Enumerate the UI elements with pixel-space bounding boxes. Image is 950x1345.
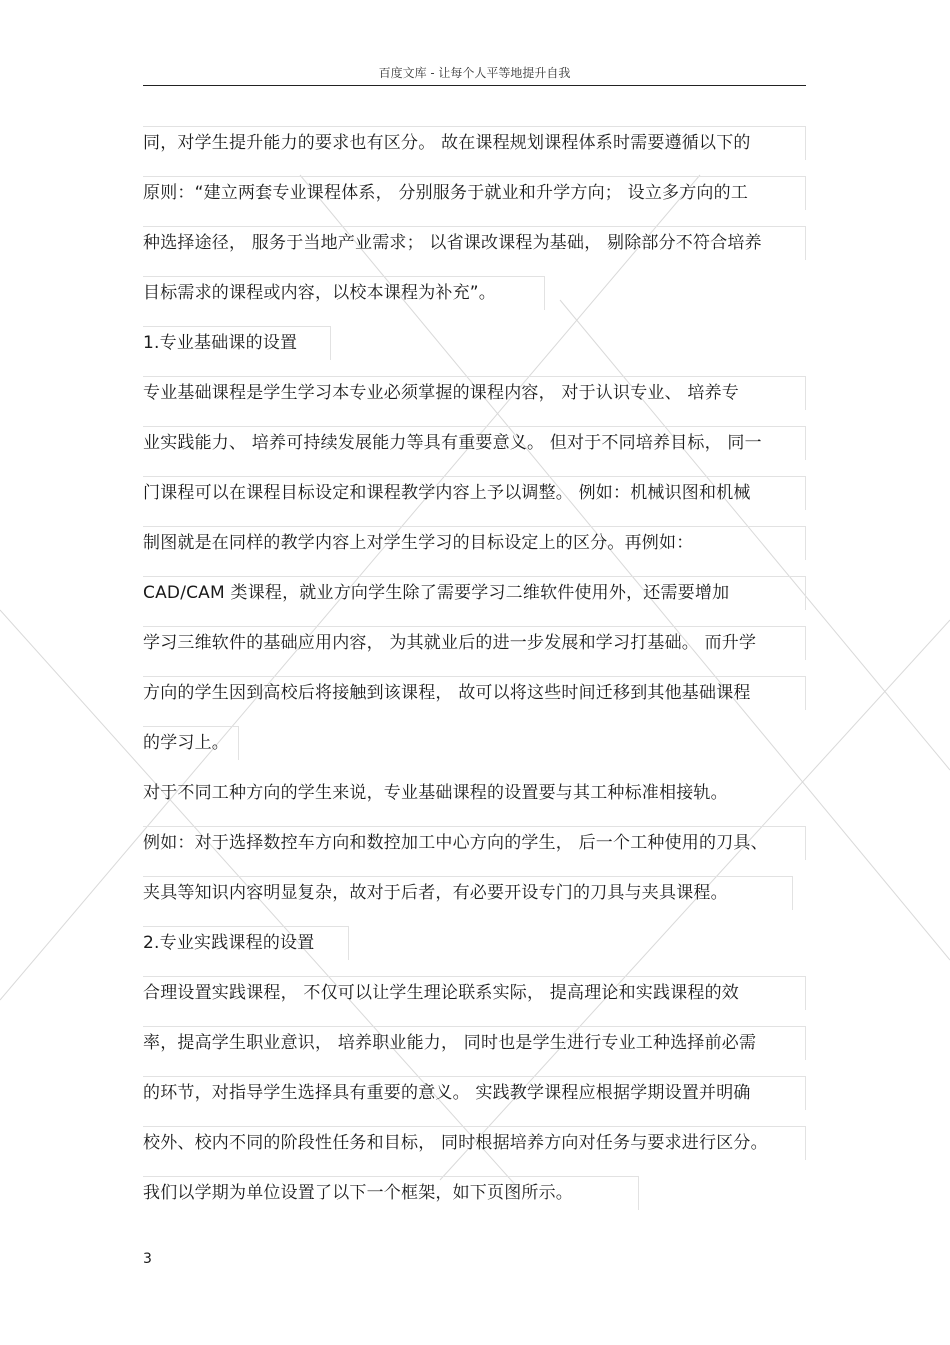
body-text-line: CAD/CAM 类课程，就业方向学生除了需要学习二维软件使用外，还需要增加 bbox=[143, 583, 730, 603]
body-text-line: 例如：对于选择数控车方向和数控加工中心方向的学生， 后一个工种使用的刀具、 bbox=[143, 833, 768, 853]
body-text-line: 制图就是在同样的教学内容上对学生学习的目标设定上的区分。再例如： bbox=[143, 533, 694, 553]
body-text-line: 合理设置实践课程， 不仅可以让学生理论联系实际， 提高理论和实践课程的效 bbox=[143, 983, 740, 1003]
body-text-line: 专业基础课程是学生学习本专业必须掌握的课程内容， 对于认识专业、 培养专 bbox=[143, 383, 740, 403]
body-text-line: 种选择途径， 服务于当地产业需求； 以省课改课程为基础， 剔除部分不符合培养 bbox=[143, 233, 762, 253]
body-text-line: 率，提高学生职业意识， 培养职业能力， 同时也是学生进行专业工种选择前必需 bbox=[143, 1033, 757, 1053]
body-text-line: 夹具等知识内容明显复杂，故对于后者，有必要开设专门的刀具与夹具课程。 bbox=[143, 883, 728, 903]
section-heading: 1.专业基础课的设置 bbox=[143, 333, 298, 353]
body-text-line: 校外、校内不同的阶段性任务和目标， 同时根据培养方向对任务与要求进行区分。 bbox=[143, 1133, 768, 1153]
body-text-line: 的环节，对指导学生选择具有重要的意义。 实践教学课程应根据学期设置并明确 bbox=[143, 1083, 751, 1103]
body-text-line: 对于不同工种方向的学生来说，专业基础课程的设置要与其工种标准相接轨。 bbox=[143, 783, 728, 803]
section-heading: 2.专业实践课程的设置 bbox=[143, 933, 315, 953]
body-text-line: 学习三维软件的基础应用内容， 为其就业后的进一步发展和学习打基础。 而升学 bbox=[143, 633, 757, 653]
body-text-line: 原则：“建立两套专业课程体系， 分别服务于就业和升学方向； 设立多方向的工 bbox=[143, 183, 749, 203]
body-text-line: 目标需求的课程或内容，以校本课程为补充”。 bbox=[143, 283, 497, 303]
body-text-line: 的学习上。 bbox=[143, 733, 229, 753]
body-text-line: 门课程可以在课程目标设定和课程教学内容上予以调整。 例如：机械识图和机械 bbox=[143, 483, 751, 503]
header-divider bbox=[143, 85, 806, 86]
body-text-line: 我们以学期为单位设置了以下一个框架，如下页图所示。 bbox=[143, 1183, 573, 1203]
page-header: 百度文库 - 让每个人平等地提升自我 bbox=[378, 66, 571, 80]
body-text-line: 业实践能力、 培养可持续发展能力等具有重要意义。 但对于不同培养目标， 同一 bbox=[143, 433, 762, 453]
body-text-line: 同，对学生提升能力的要求也有区分。 故在课程规划课程体系时需要遵循以下的 bbox=[143, 133, 751, 153]
body-text-line: 方向的学生因到高校后将接触到该课程， 故可以将这些时间迁移到其他基础课程 bbox=[143, 683, 751, 703]
page-number: 3 bbox=[143, 1251, 152, 1267]
